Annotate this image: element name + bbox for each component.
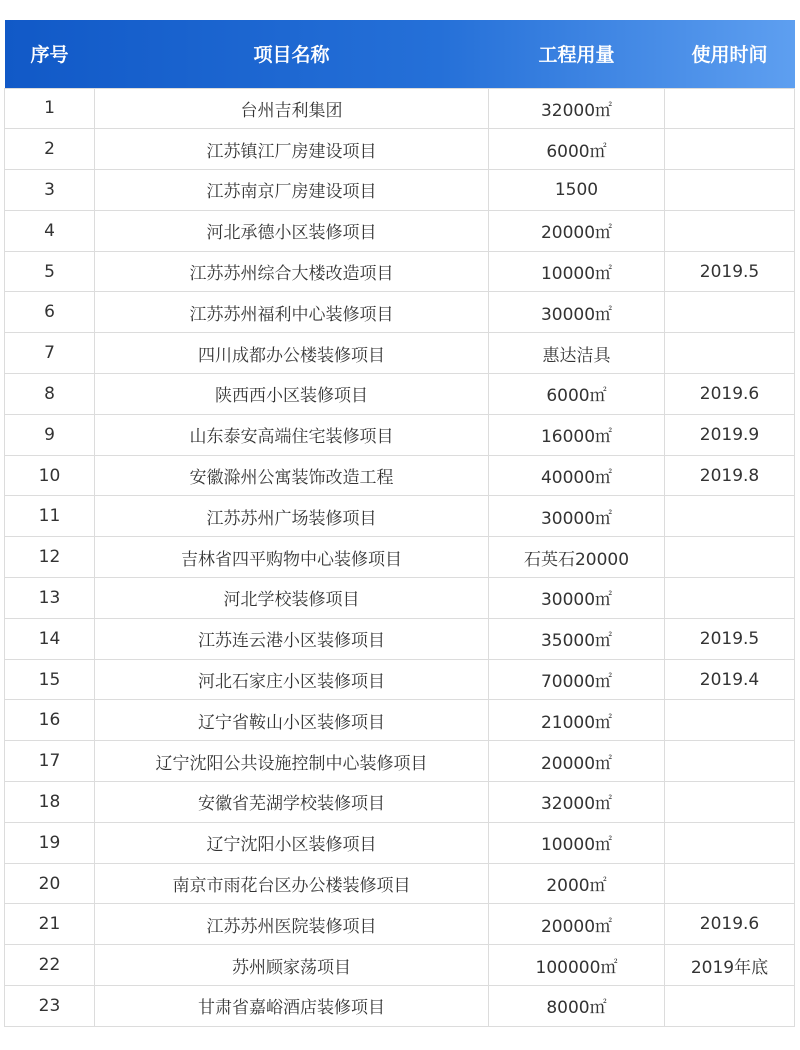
table-row [5, 659, 795, 700]
table-row [5, 822, 795, 863]
cell-project-amount: 20000㎡ [489, 741, 665, 782]
header-project-name: 项目名称 [253, 44, 330, 67]
table-row [5, 210, 795, 251]
cell-usage-time [665, 741, 795, 782]
table-row [5, 741, 795, 782]
cell-serial-number: 17 [5, 741, 95, 782]
cell-project-amount: 20000㎡ [489, 210, 665, 251]
cell-project-amount: 32000㎡ [489, 782, 665, 823]
cell-project-amount: 6000㎡ [489, 129, 665, 170]
cell-project-amount: 10000㎡ [489, 822, 665, 863]
cell-serial-number: 22 [5, 945, 95, 986]
cell-project-amount: 石英石20000 [489, 537, 665, 578]
cell-serial-number: 16 [5, 700, 95, 741]
cell-project-amount: 21000㎡ [489, 700, 665, 741]
cell-project-amount: 2000㎡ [489, 863, 665, 904]
header-usage-time: 使用时间 [691, 44, 768, 67]
cell-project-name: 辽宁省鞍山小区装修项目 [95, 700, 489, 741]
table-row [5, 414, 795, 455]
cell-usage-time: 2019.6 [665, 904, 795, 945]
table-header-row [5, 20, 795, 88]
cell-project-name: 江苏苏州广场装修项目 [95, 496, 489, 537]
table-row [5, 496, 795, 537]
cell-project-name: 甘肃省嘉峪酒店装修项目 [95, 986, 489, 1027]
header-project-amount: 工程用量 [538, 44, 615, 67]
cell-usage-time [665, 88, 795, 129]
cell-usage-time [665, 822, 795, 863]
cell-serial-number: 23 [5, 986, 95, 1027]
cell-usage-time [665, 578, 795, 619]
table-row [5, 986, 795, 1027]
cell-usage-time: 2019.5 [665, 618, 795, 659]
cell-project-amount: 40000㎡ [489, 455, 665, 496]
cell-project-name: 辽宁沈阳公共设施控制中心装修项目 [95, 741, 489, 782]
cell-usage-time [665, 333, 795, 374]
cell-serial-number: 18 [5, 782, 95, 823]
cell-project-amount: 32000㎡ [489, 88, 665, 129]
cell-usage-time [665, 496, 795, 537]
cell-project-amount: 20000㎡ [489, 904, 665, 945]
cell-serial-number: 20 [5, 863, 95, 904]
cell-project-name: 山东泰安高端住宅装修项目 [95, 414, 489, 455]
cell-project-name: 辽宁沈阳小区装修项目 [95, 822, 489, 863]
cell-project-name: 四川成都办公楼装修项目 [95, 333, 489, 374]
cell-serial-number: 9 [5, 414, 95, 455]
cell-project-amount: 16000㎡ [489, 414, 665, 455]
cell-project-amount: 100000㎡ [489, 945, 665, 986]
table-row [5, 251, 795, 292]
cell-serial-number: 15 [5, 659, 95, 700]
cell-serial-number: 12 [5, 537, 95, 578]
cell-usage-time: 2019.4 [665, 659, 795, 700]
table-row [5, 945, 795, 986]
cell-project-name: 吉林省四平购物中心装修项目 [95, 537, 489, 578]
cell-project-name: 江苏镇江厂房建设项目 [95, 129, 489, 170]
cell-project-name: 安徽省芜湖学校装修项目 [95, 782, 489, 823]
cell-usage-time [665, 863, 795, 904]
table-row [5, 578, 795, 619]
cell-project-name: 江苏连云港小区装修项目 [95, 618, 489, 659]
cell-usage-time: 2019.5 [665, 251, 795, 292]
cell-serial-number: 10 [5, 455, 95, 496]
cell-usage-time [665, 170, 795, 211]
project-table [4, 20, 795, 1027]
cell-serial-number: 6 [5, 292, 95, 333]
table-row [5, 170, 795, 211]
cell-project-amount: 30000㎡ [489, 292, 665, 333]
cell-serial-number: 7 [5, 333, 95, 374]
table-row [5, 129, 795, 170]
cell-usage-time: 2019年底 [665, 945, 795, 986]
cell-serial-number: 13 [5, 578, 95, 619]
table-row [5, 374, 795, 415]
cell-serial-number: 3 [5, 170, 95, 211]
cell-usage-time [665, 129, 795, 170]
cell-serial-number: 21 [5, 904, 95, 945]
cell-usage-time [665, 537, 795, 578]
cell-usage-time: 2019.9 [665, 414, 795, 455]
cell-project-amount: 惠达洁具 [489, 333, 665, 374]
cell-project-name: 江苏南京厂房建设项目 [95, 170, 489, 211]
cell-project-name: 江苏苏州福利中心装修项目 [95, 292, 489, 333]
table-row [5, 700, 795, 741]
cell-usage-time [665, 986, 795, 1027]
table-row [5, 537, 795, 578]
cell-usage-time: 2019.6 [665, 374, 795, 415]
cell-project-name: 江苏苏州综合大楼改造项目 [95, 251, 489, 292]
cell-serial-number: 1 [5, 88, 95, 129]
cell-project-name: 河北学校装修项目 [95, 578, 489, 619]
cell-usage-time [665, 782, 795, 823]
cell-serial-number: 4 [5, 210, 95, 251]
table-row [5, 904, 795, 945]
cell-project-name: 台州吉利集团 [95, 88, 489, 129]
cell-project-name: 苏州顾家荡项目 [95, 945, 489, 986]
table-row [5, 292, 795, 333]
cell-serial-number: 8 [5, 374, 95, 415]
cell-project-name: 河北承德小区装修项目 [95, 210, 489, 251]
table-row [5, 863, 795, 904]
cell-project-name: 陕西西小区装修项目 [95, 374, 489, 415]
cell-project-amount: 30000㎡ [489, 578, 665, 619]
cell-serial-number: 2 [5, 129, 95, 170]
cell-project-amount: 8000㎡ [489, 986, 665, 1027]
cell-serial-number: 14 [5, 618, 95, 659]
cell-usage-time [665, 700, 795, 741]
cell-project-name: 南京市雨花台区办公楼装修项目 [95, 863, 489, 904]
cell-project-name: 河北石家庄小区装修项目 [95, 659, 489, 700]
cell-project-amount: 35000㎡ [489, 618, 665, 659]
cell-project-name: 江苏苏州医院装修项目 [95, 904, 489, 945]
cell-project-amount: 6000㎡ [489, 374, 665, 415]
project-table-container [4, 20, 794, 1027]
cell-project-amount: 30000㎡ [489, 496, 665, 537]
cell-usage-time [665, 210, 795, 251]
cell-serial-number: 11 [5, 496, 95, 537]
cell-usage-time [665, 292, 795, 333]
table-row [5, 782, 795, 823]
cell-project-amount: 10000㎡ [489, 251, 665, 292]
cell-project-amount: 1500 [489, 170, 665, 211]
table-row [5, 455, 795, 496]
cell-usage-time: 2019.8 [665, 455, 795, 496]
cell-project-amount: 70000㎡ [489, 659, 665, 700]
cell-serial-number: 5 [5, 251, 95, 292]
cell-project-name: 安徽滁州公寓装饰改造工程 [95, 455, 489, 496]
header-serial-number: 序号 [30, 44, 69, 67]
table-row [5, 333, 795, 374]
cell-serial-number: 19 [5, 822, 95, 863]
table-row [5, 88, 795, 129]
table-row [5, 618, 795, 659]
